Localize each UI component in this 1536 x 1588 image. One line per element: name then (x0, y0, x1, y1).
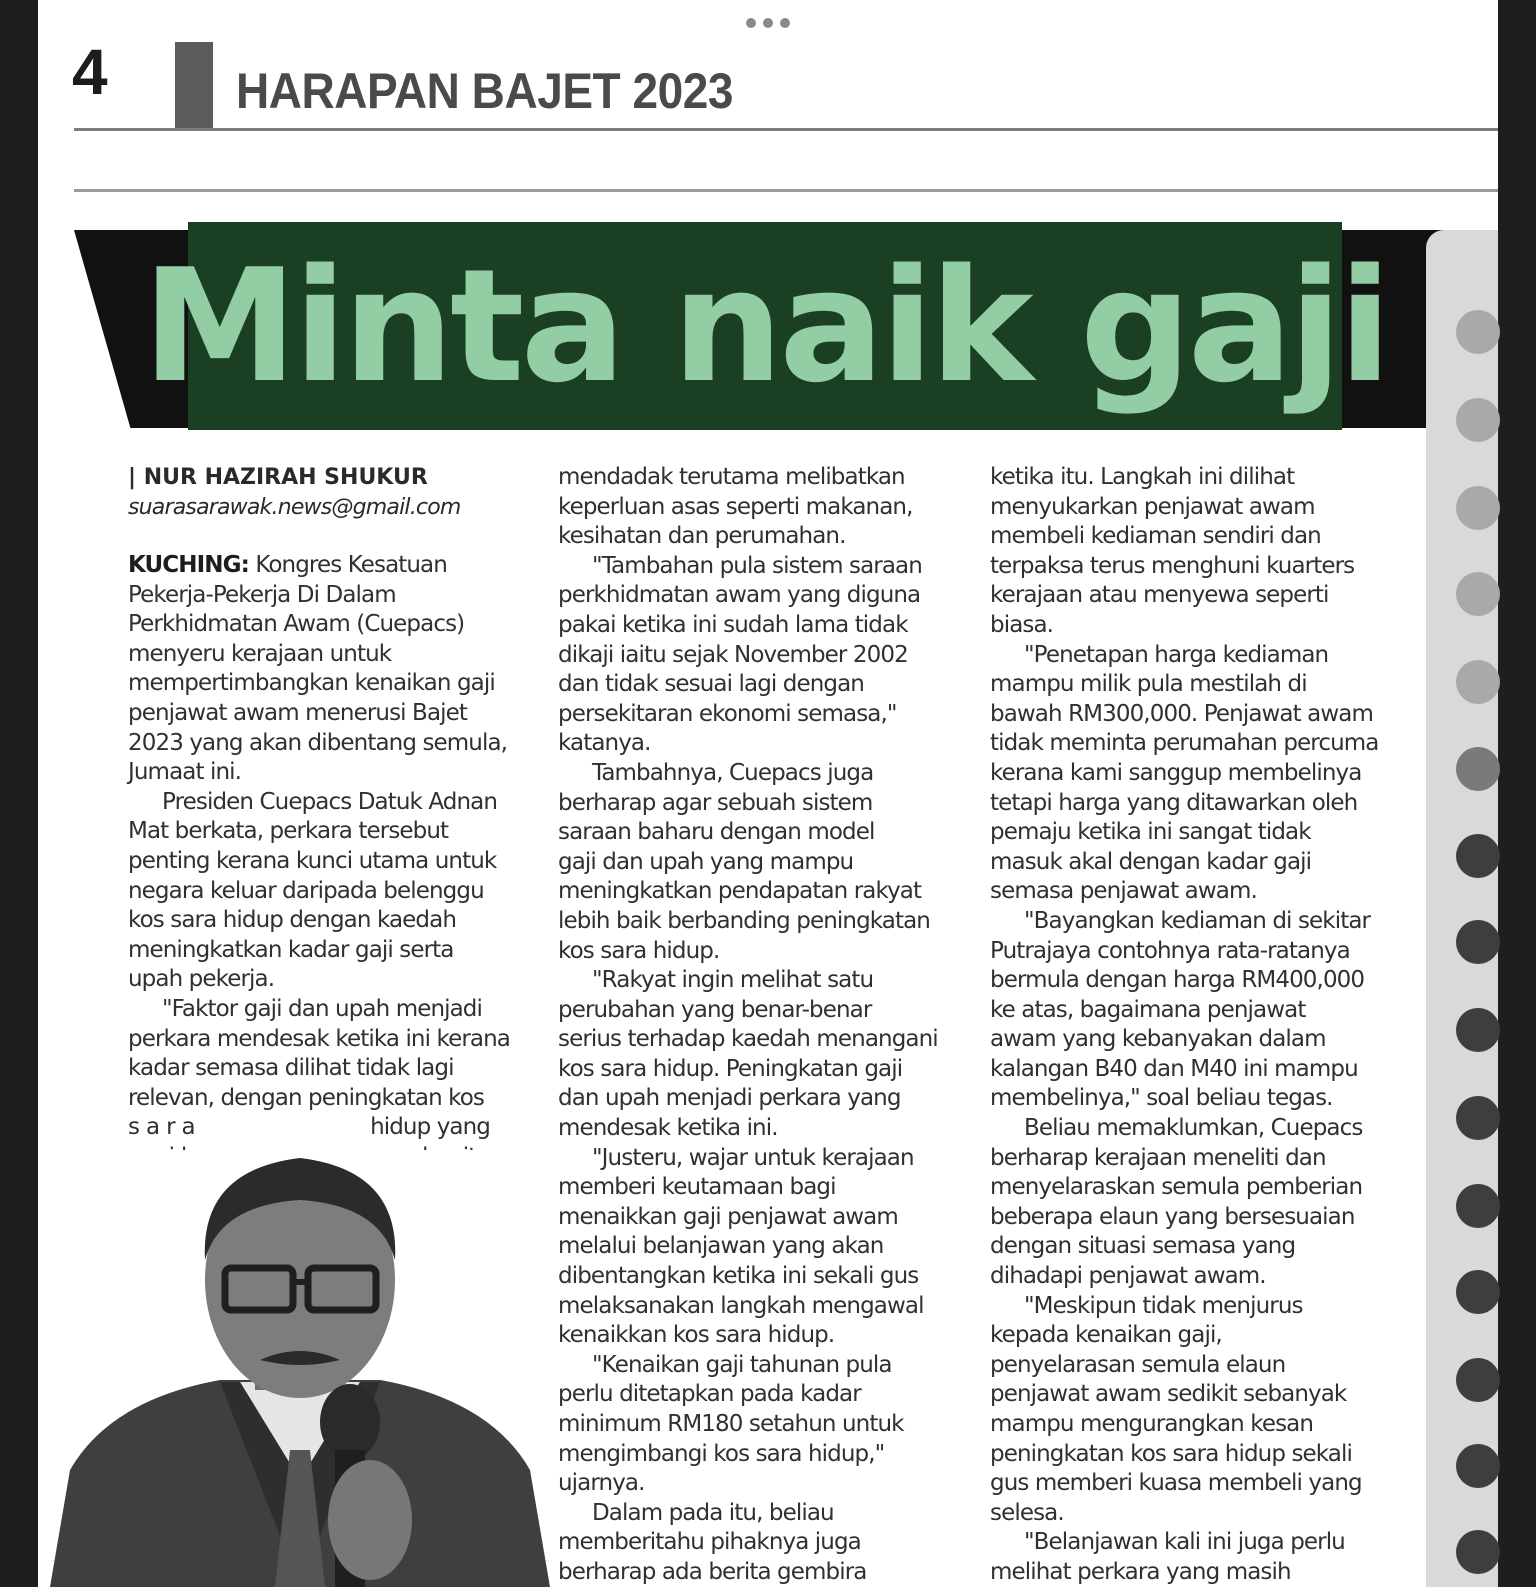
article-line: penjawat awam sedikit sebanyak (990, 1381, 1347, 1408)
article-line: upah pekerja. (128, 966, 275, 993)
more-options-icon[interactable] (746, 18, 790, 30)
article-line: menyelaraskan semula pemberian (990, 1174, 1363, 1201)
article-line: ujarnya. (558, 1470, 645, 1497)
right-frame-edge (1498, 0, 1536, 1587)
article-line: melalui belanjawan yang akan (558, 1233, 884, 1260)
binder-hole (1456, 1530, 1500, 1574)
article-lead-line (128, 551, 510, 581)
article-line: lebih baik berbanding peningkatan (558, 907, 930, 934)
article-line: Dalam pada itu, beliau (592, 1499, 834, 1526)
page-number: 4 (72, 36, 108, 108)
article-line: membeli kediaman sendiri dan (990, 523, 1321, 550)
binder-hole (1456, 1444, 1500, 1488)
article-line: kos sara hidup. Peningkatan gaji (558, 1055, 903, 1082)
article-line: katanya. (558, 730, 651, 757)
article-line: dengan situasi semasa yang (990, 1233, 1296, 1260)
article-line: dihadapi penjawat awam. (990, 1263, 1266, 1290)
article-line: gus memberi kuasa membeli yang (990, 1470, 1362, 1497)
article-line: mendesak ketika ini. (558, 1115, 778, 1142)
lead-text: Kongres Kesatuan (248, 552, 447, 578)
binder-hole (1456, 1270, 1500, 1314)
dateline: KUCHING: (128, 552, 249, 578)
article-line: berharap kerajaan meneliti dan (990, 1144, 1326, 1171)
article-line: gaji dan upah yang mampu (558, 848, 854, 875)
article-line: Mat berkata, perkara tersebut (128, 818, 449, 845)
article-line: memberitahu pihaknya juga (558, 1529, 861, 1556)
article-line: selesa. (990, 1499, 1064, 1526)
article-line: "Faktor gaji dan upah menjadi (162, 995, 483, 1022)
article-line: bawah RM300,000. Penjawat awam (990, 700, 1373, 727)
article-line: bermula dengan harga RM400,000 (990, 967, 1365, 994)
article-line: dan tidak sesuai lagi dengan (558, 671, 864, 698)
binder-hole (1456, 1096, 1500, 1140)
article-line: menyukarkan penjawat awam (990, 493, 1315, 520)
article-line: perlu ditetapkan pada kadar (558, 1381, 861, 1408)
section-title: HARAPAN BAJET 2023 (236, 63, 734, 119)
article-line: Perkhidmatan Awam (Cuepacs) (128, 611, 465, 638)
article-column-2 (558, 463, 938, 1588)
author-name: | NUR HAZIRAH SHUKUR (128, 465, 428, 490)
article-line: perkhidmatan awam yang diguna (558, 582, 921, 609)
article-line: tidak meminta perumahan percuma (990, 730, 1379, 757)
article-line: kerajaan atau menyewa seperti (990, 582, 1329, 609)
article-line: Tambahnya, Cuepacs juga (592, 759, 874, 786)
article-line: penjawat awam menerusi Bajet (128, 699, 467, 726)
article-line: relevan, dengan peningkatan kos (128, 1084, 485, 1111)
article-line: kadar semasa dilihat tidak lagi (128, 1055, 454, 1082)
article-line: "Tambahan pula sistem saraan (592, 552, 922, 579)
line-start: sara (128, 1114, 202, 1141)
article-line: awam yang kebanyakan dalam (990, 1026, 1326, 1053)
article-line: "Rakyat ingin melihat satu (592, 967, 874, 994)
article-line: dikaji iaitu sejak November 2002 (558, 641, 908, 668)
article-line: kalangan B40 dan M40 ini mampu (990, 1055, 1358, 1082)
article-line: negara keluar daripada belenggu (128, 877, 484, 904)
article-line: berharap ada berita gembira (558, 1558, 867, 1585)
article-line: ke atas, bagaimana penjawat (990, 996, 1306, 1023)
article-line: saraan baharu dengan model (558, 819, 875, 846)
binder-hole (1456, 920, 1500, 964)
article-line: Putrajaya contohnya rata-ratanya (990, 937, 1350, 964)
article-line: ketika itu. Langkah ini dilihat (990, 464, 1295, 490)
header-rule (74, 128, 1498, 131)
article-line: mengimbangi kos sara hidup," (558, 1440, 885, 1467)
article-line: menyeru kerajaan untuk (128, 640, 392, 667)
article-line: kos sara hidup dengan kaedah (128, 907, 456, 934)
article-line: memberi keutamaan bagi (558, 1174, 836, 1201)
article-line: tetapi harga yang ditawarkan oleh (990, 789, 1358, 816)
article-line: pakai ketika ini sudah lama tidak (558, 611, 908, 638)
binder-hole (1456, 747, 1500, 791)
article-column-3 (990, 463, 1378, 1588)
article-line: biasa. (990, 611, 1054, 638)
article-line: "Meskipun tidak menjurus (1024, 1292, 1303, 1319)
article-headline: Minta naik gaji (142, 235, 1388, 417)
article-line: keperluan asas seperti makanan, (558, 493, 913, 520)
article-line: dibentangkan ketika ini sekali gus (558, 1263, 919, 1290)
article-line: pemaju ketika ini sangat tidak (990, 819, 1311, 846)
article-line: minimum RM180 setahun untuk (558, 1411, 904, 1437)
article-line: kerana kami sanggup membelinya (990, 759, 1362, 786)
article-line: "Justeru, wajar untuk kerajaan (592, 1144, 914, 1171)
article-line: mendadak terutama melibatkan (558, 464, 905, 490)
article-column-1 (128, 551, 510, 1172)
article-line: kesihatan dan perumahan. (558, 523, 846, 550)
binder-hole (1456, 398, 1500, 442)
article-line: menaikkan gaji penjawat awam (558, 1203, 898, 1230)
byline (128, 463, 528, 523)
article-line: mempertimbangkan kenaikan gaji (128, 670, 495, 697)
author-email: suarasarawak.news@gmail.com (128, 495, 461, 520)
binder-hole (1456, 834, 1500, 878)
article-line: mampu milik pula mestilah di (990, 671, 1307, 698)
article-line: penting kerana kunci utama untuk (128, 847, 497, 874)
article-line: Jumaat ini. (128, 759, 242, 786)
article-line: masuk akal dengan kadar gaji (990, 848, 1312, 875)
article-line: melaksanakan langkah mengawal (558, 1292, 924, 1319)
binder-hole (1456, 1008, 1500, 1052)
article-line: kos sara hidup. (558, 937, 720, 964)
article-line: "Belanjawan kali ini juga perlu (1024, 1529, 1345, 1556)
binder-hole (1456, 1358, 1500, 1402)
article-line: Pekerja-Pekerja Di Dalam (128, 581, 396, 608)
article-line: kenaikkan kos sara hidup. (558, 1322, 835, 1349)
binder-hole (1456, 660, 1500, 704)
article-line: Beliau memaklumkan, Cuepacs (1024, 1115, 1363, 1142)
article-line: "Bayangkan kediaman di sekitar (1024, 907, 1371, 934)
article-line: "Kenaikan gaji tahunan pula (592, 1351, 892, 1378)
article-line: penyelarasan semula elaun (990, 1351, 1286, 1378)
article-line: persekitaran ekonomi semasa," (558, 700, 897, 727)
left-frame-edge (0, 0, 38, 1587)
article-line: 2023 yang akan dibentang semula, (128, 729, 508, 756)
line-end: hidup yang (370, 1114, 490, 1141)
article-line: dan upah menjadi perkara yang (558, 1085, 901, 1112)
portrait-photo (50, 1150, 550, 1587)
article-line: serius terhadap kaedah menangani (558, 1026, 938, 1053)
article-line: "Penetapan harga kediaman (1024, 641, 1329, 668)
article-line: perkara mendesak ketika ini kerana (128, 1025, 510, 1052)
article-line (128, 1113, 490, 1143)
binder-hole (1456, 1184, 1500, 1228)
portrait-image (50, 1150, 550, 1587)
section-marker-bar (175, 42, 213, 130)
article-line: perubahan yang benar-benar (558, 996, 872, 1023)
article-line: kepada kenaikan gaji, (990, 1322, 1222, 1349)
article-line: berharap agar sebuah sistem (558, 789, 873, 816)
article-line: terpaksa terus menghuni kuarters (990, 552, 1355, 579)
article-line: beberapa elaun yang bersesuaian (990, 1203, 1355, 1230)
article-line: semasa penjawat awam. (990, 878, 1257, 905)
header-rule-secondary (74, 189, 1498, 192)
article-line: mampu mengurangkan kesan (990, 1411, 1314, 1437)
article-line: meningkatkan kadar gaji serta (128, 936, 454, 963)
article-line: meningkatkan pendapatan rakyat (558, 878, 922, 905)
article-line: melihat perkara yang masih (990, 1558, 1291, 1585)
article-line: peningkatan kos sara hidup sekali (990, 1440, 1352, 1467)
article-line: membelinya," soal beliau tegas. (990, 1085, 1333, 1112)
binder-hole (1456, 310, 1500, 354)
binder-hole (1456, 572, 1500, 616)
binder-hole (1456, 486, 1500, 530)
article-line: Presiden Cuepacs Datuk Adnan (162, 788, 498, 815)
